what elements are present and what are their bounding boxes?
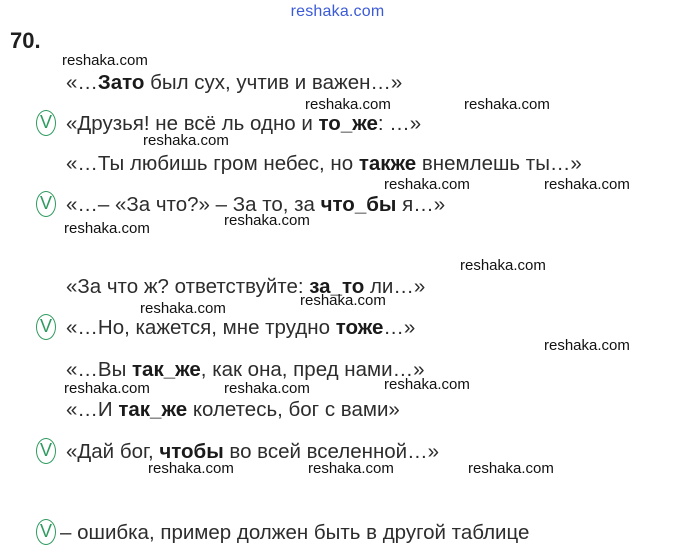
watermark: reshaka.com bbox=[544, 337, 630, 354]
quote-text: «…Ты любишь гром небес, но bbox=[66, 152, 359, 175]
check-mark-icon: V bbox=[36, 191, 56, 217]
quote-line-2 bbox=[66, 112, 421, 136]
highlighted-word: что_бы bbox=[320, 193, 397, 216]
watermark: reshaka.com bbox=[544, 176, 630, 193]
check-mark-icon: V bbox=[36, 110, 56, 136]
quote-line-6 bbox=[66, 316, 415, 340]
quote-text: …» bbox=[383, 316, 416, 339]
highlighted-word: чтобы bbox=[159, 440, 224, 463]
quote-text: «…Вы bbox=[66, 358, 133, 381]
site-header-link[interactable]: reshaka.com bbox=[290, 3, 385, 20]
watermark: reshaka.com bbox=[62, 52, 148, 69]
watermark: reshaka.com bbox=[384, 376, 470, 393]
highlighted-word: Зато bbox=[97, 71, 145, 94]
quote-text: «…– «За что?» – За то, за bbox=[66, 193, 321, 216]
watermark: reshaka.com bbox=[64, 380, 150, 397]
legend-line bbox=[60, 521, 529, 545]
quote-text: во всей вселенной…» bbox=[223, 440, 440, 463]
watermark: reshaka.com bbox=[464, 96, 550, 113]
watermark: reshaka.com bbox=[140, 300, 226, 317]
quote-text: был сух, учтив и важен…» bbox=[144, 71, 403, 94]
highlighted-word: то_же bbox=[318, 112, 378, 135]
highlighted-word: также bbox=[358, 152, 417, 175]
highlighted-word: так_же bbox=[118, 398, 188, 421]
watermark: reshaka.com bbox=[224, 380, 310, 397]
quote-text: : …» bbox=[377, 112, 422, 135]
quote-text: «За что ж? ответствуйте: bbox=[66, 275, 310, 298]
watermark: reshaka.com bbox=[460, 257, 546, 274]
watermark: reshaka.com bbox=[143, 132, 229, 149]
watermark: reshaka.com bbox=[305, 96, 391, 113]
quote-line-7 bbox=[66, 358, 424, 382]
watermark: reshaka.com bbox=[224, 212, 310, 229]
highlighted-word: тоже bbox=[335, 316, 384, 339]
highlighted-word: так_же bbox=[132, 358, 201, 381]
highlighted-word: за_то bbox=[309, 275, 365, 298]
quote-text: колетесь, бог с вами» bbox=[187, 398, 400, 421]
watermark: reshaka.com bbox=[384, 176, 470, 193]
watermark: reshaka.com bbox=[64, 220, 150, 237]
watermark: reshaka.com bbox=[308, 460, 394, 477]
quote-text: «Дай бог, bbox=[66, 440, 160, 463]
check-mark-icon: V bbox=[36, 314, 56, 340]
watermark: reshaka.com bbox=[300, 292, 386, 309]
quote-text: «… bbox=[66, 71, 98, 94]
quote-text: я…» bbox=[396, 193, 446, 216]
watermark: reshaka.com bbox=[468, 460, 554, 477]
check-mark-icon: V bbox=[36, 438, 56, 464]
quote-text: «…Но, кажется, мне трудно bbox=[66, 316, 336, 339]
watermark: reshaka.com bbox=[148, 460, 234, 477]
legend-text: – ошибка, пример должен быть в другой таблице bbox=[60, 521, 530, 544]
quote-text: «Друзья! не всё ль одно и bbox=[66, 112, 319, 135]
check-mark-icon: V bbox=[36, 519, 56, 545]
quote-line-1 bbox=[66, 71, 402, 95]
exercise-number: 70. bbox=[10, 28, 41, 53]
quote-text: внемлешь ты…» bbox=[416, 152, 582, 175]
quote-line-3 bbox=[66, 152, 582, 176]
quote-text: , как она, пред нами…» bbox=[200, 358, 425, 381]
quote-line-8 bbox=[66, 398, 400, 422]
quote-text: ли…» bbox=[364, 275, 426, 298]
quote-text: «…И bbox=[66, 398, 119, 421]
